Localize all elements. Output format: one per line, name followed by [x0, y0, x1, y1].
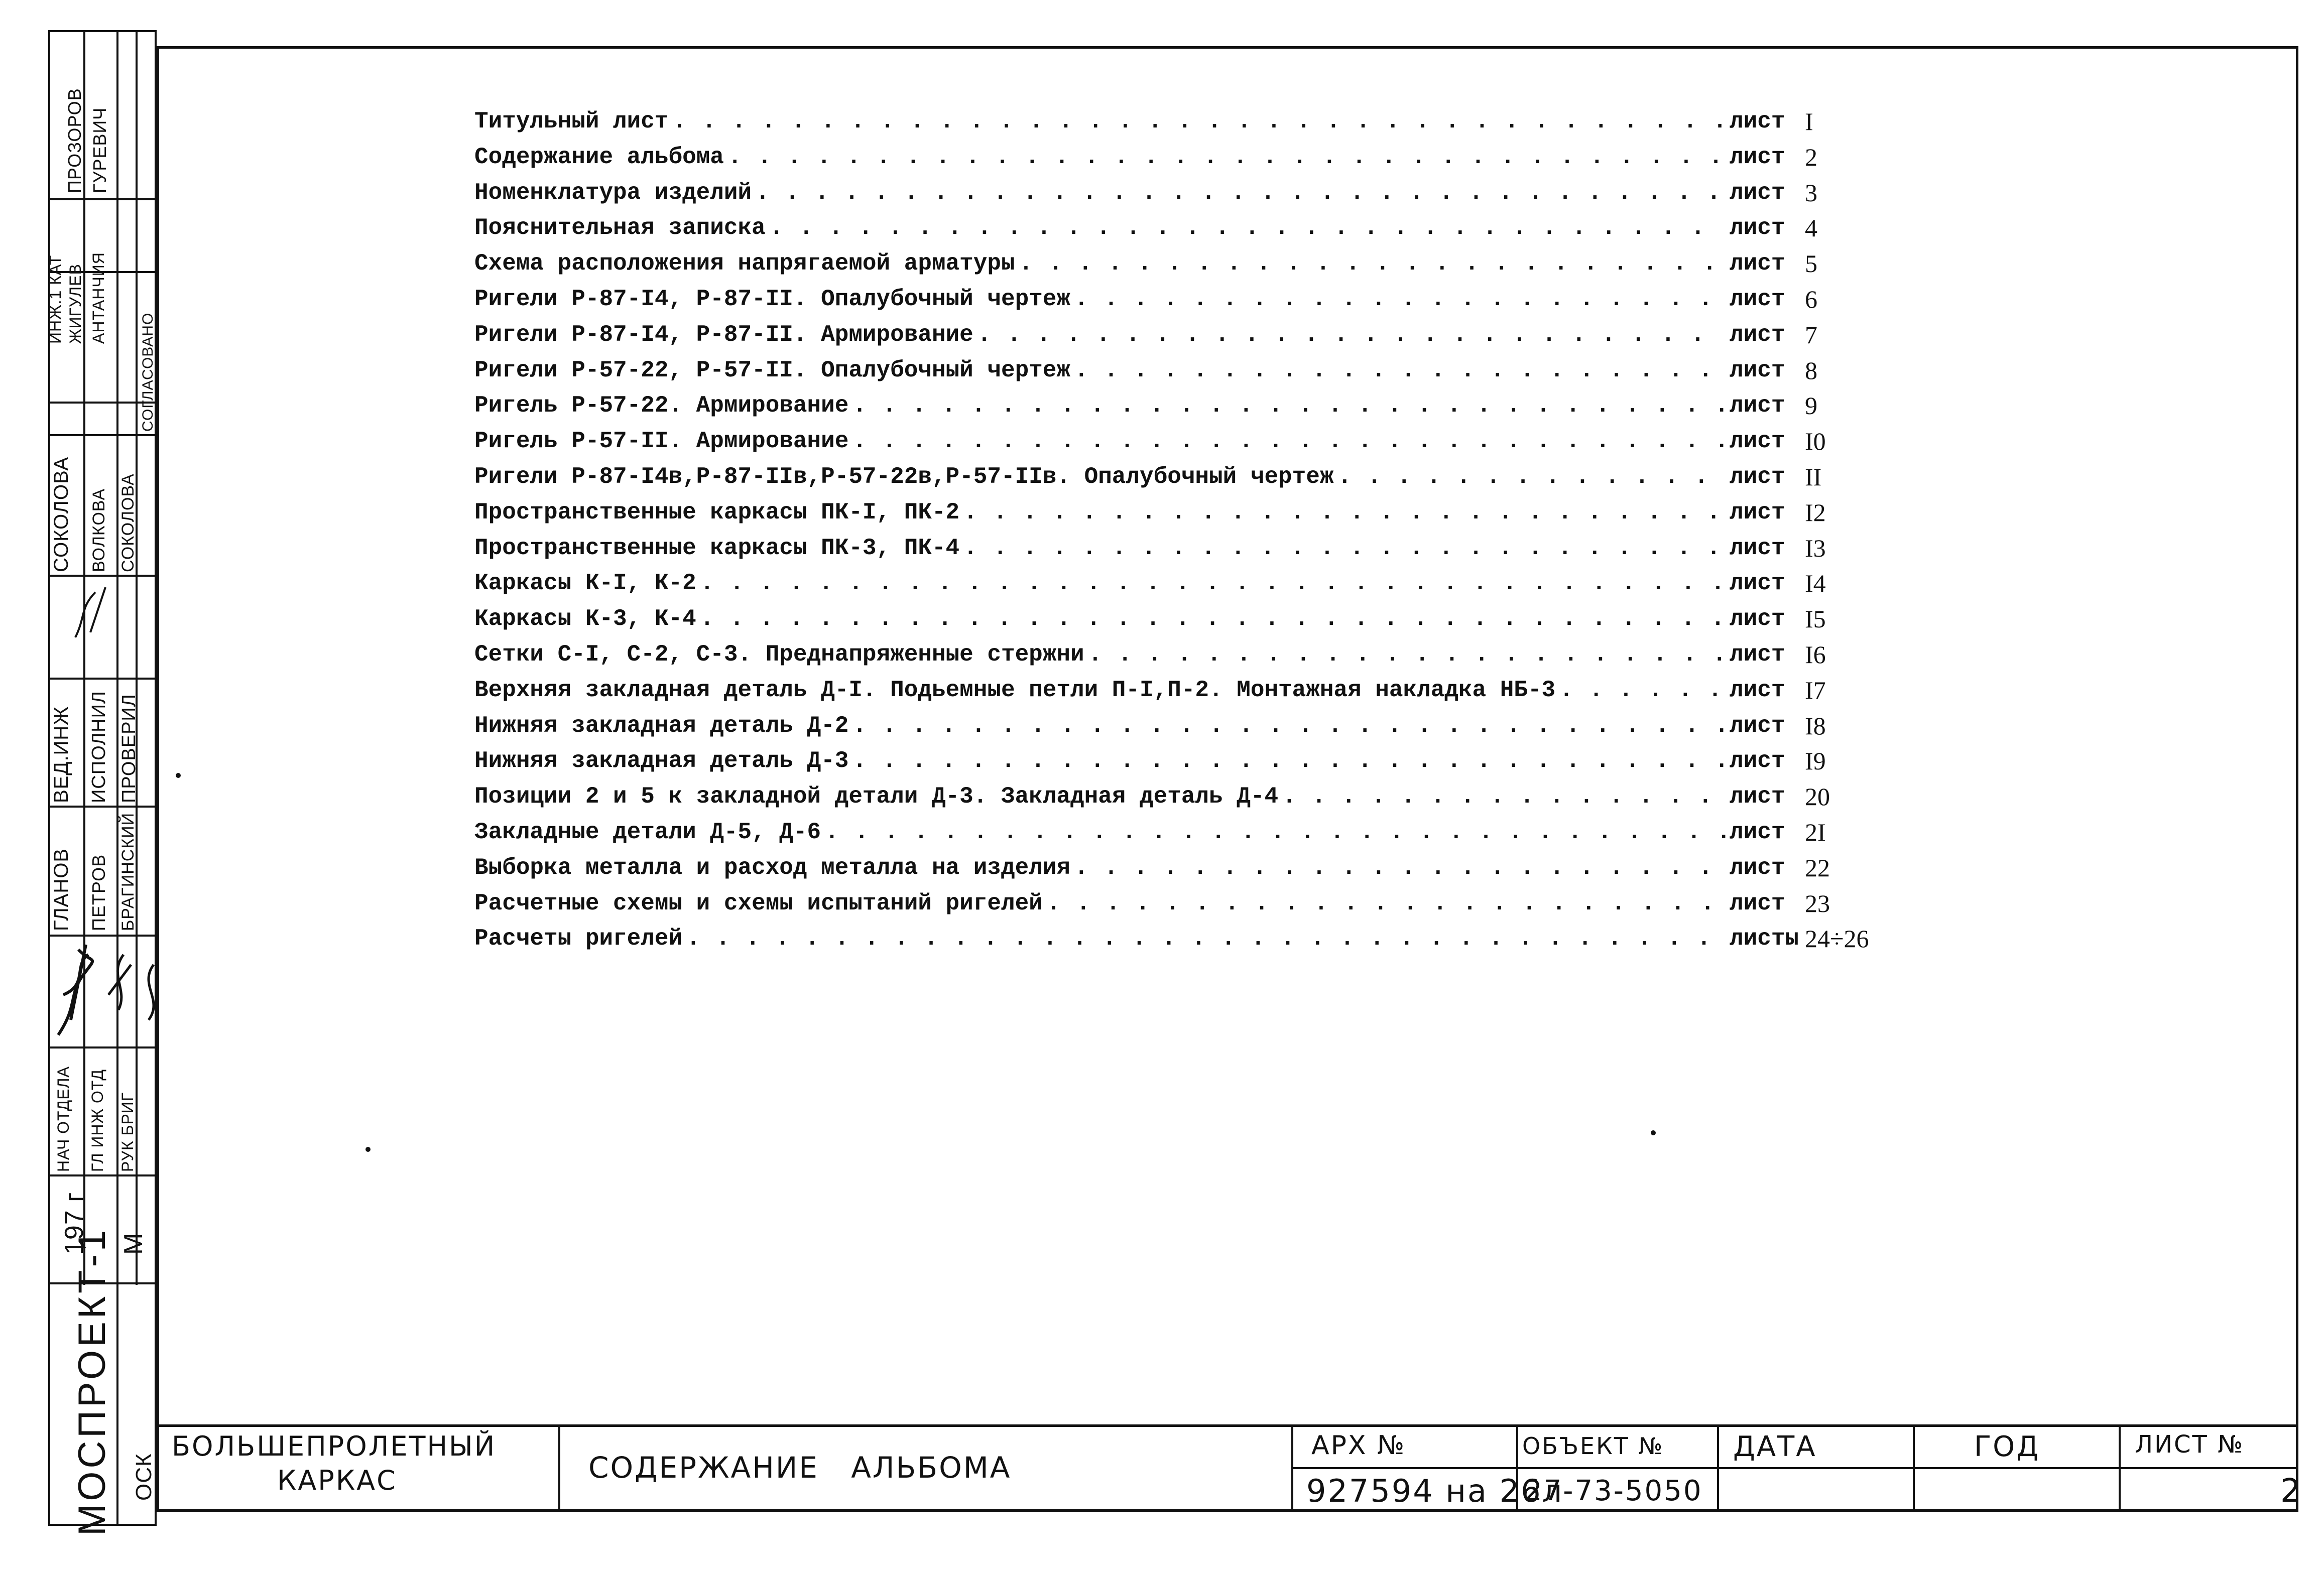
toc-row — [474, 531, 1880, 565]
toc-sheet-number: 23 — [1805, 889, 1830, 917]
toc-sheet-number: I7 — [1805, 676, 1826, 704]
margin-label: ГУРЕВИЧ — [89, 107, 110, 193]
role-label: ВЕД.ИНЖ — [50, 706, 72, 803]
toc-sheet-number: 4 — [1805, 214, 1817, 242]
toc-entry-title: Сетки С-I, С-2, С-3. Преднапряженные стержни — [474, 641, 1084, 668]
toc-entry-title: Схема расположения напрягаемой арматуры — [474, 250, 1015, 277]
toc-leader-dots — [1074, 286, 1726, 312]
toc-leader-dots — [963, 535, 1726, 561]
toc-row — [474, 566, 1880, 600]
toc-row — [474, 318, 1880, 352]
toc-leader-dots — [852, 748, 1726, 774]
toc-sheet-word: лист — [1730, 535, 1785, 561]
toc-sheet-number: 6 — [1805, 285, 1817, 313]
title-block-rule — [2119, 1424, 2121, 1512]
toc-leader-dots — [700, 606, 1726, 632]
department-code: ОСК — [132, 1453, 156, 1501]
toc-row — [474, 602, 1880, 636]
toc-leader-dots — [1337, 464, 1726, 490]
toc-entry-title: Закладные детали Д-5, Д-6 — [474, 819, 821, 845]
toc-sheet-word: лист — [1730, 854, 1785, 881]
signature-marks — [70, 577, 120, 658]
toc-sheet-word: лист — [1730, 428, 1785, 455]
toc-sheet-number: I2 — [1805, 498, 1826, 527]
toc-leader-dots — [1047, 890, 1726, 916]
toc-sheet-word: лист — [1730, 357, 1785, 383]
toc-entry-title: Верхняя закладная деталь Д-I. Подьемные петли П-I,П-2. Монтажная накладка НБ-3 — [474, 677, 1556, 703]
title-block-rule — [157, 1424, 2298, 1427]
title-block — [157, 1424, 2302, 1512]
toc-sheet-word: лист — [1730, 392, 1785, 419]
toc-leader-dots — [770, 215, 1726, 241]
toc-entry-title: Пространственные каркасы ПК-I, ПК-2 — [474, 499, 960, 526]
object-number-value: 27-73-5050 — [1524, 1475, 1703, 1507]
toc-sheet-word: лист — [1730, 748, 1785, 774]
toc-row — [474, 495, 1880, 530]
toc-sheet-word: лист — [1730, 179, 1785, 206]
margin-rule — [48, 198, 157, 200]
toc-leader-dots — [756, 180, 1726, 206]
toc-row — [474, 104, 1880, 139]
toc-sheet-number: I8 — [1805, 711, 1826, 740]
arch-number-header: АРХ № — [1311, 1430, 1406, 1461]
toc-sheet-number: I9 — [1805, 747, 1826, 775]
toc-entry-title: Содержание альбома — [474, 144, 724, 170]
toc-sheet-number: 22 — [1805, 853, 1830, 882]
toc-row — [474, 815, 1880, 849]
toc-row — [474, 744, 1880, 778]
performer-name: ВОЛКОВА — [89, 488, 108, 572]
toc-entry-title: Ригели Р-87-I4, Р-87-II. Опалубочный чертеж — [474, 286, 1070, 312]
toc-sheet-number: I3 — [1805, 534, 1826, 562]
date-header: ДАТА — [1733, 1430, 1817, 1463]
toc-row — [474, 460, 1880, 494]
manager-name: ПЕТРОВ — [88, 854, 109, 931]
toc-sheet-number: 2 — [1805, 143, 1817, 171]
project-name-line1: БОЛЬШЕПРОЛЕТНЫЙ — [172, 1430, 497, 1462]
role-label: ИСПОЛНИЛ — [88, 691, 109, 803]
toc-leader-dots — [1074, 357, 1726, 383]
print-speck — [176, 773, 181, 778]
toc-leader-dots — [852, 428, 1726, 454]
toc-sheet-number: I0 — [1805, 427, 1826, 456]
toc-entry-title: Каркасы К-3, К-4 — [474, 606, 696, 632]
toc-sheet-number: I4 — [1805, 569, 1826, 598]
toc-sheet-word: лист — [1730, 321, 1785, 348]
toc-row — [474, 779, 1880, 814]
toc-sheet-number: 24÷26 — [1805, 925, 1869, 953]
toc-sheet-number: 9 — [1805, 391, 1817, 420]
document-title: СОДЕРЖАНИЕ АЛЬБОМА — [588, 1451, 1012, 1485]
toc-sheet-word: лист — [1730, 108, 1785, 135]
toc-entry-title: Каркасы К-I, К-2 — [474, 570, 696, 597]
arch-number-value: 927594 на 26л — [1306, 1473, 1564, 1509]
approved-stamp: СОГЛАСОВАНО — [140, 312, 156, 432]
toc-sheet-word: лист — [1730, 144, 1785, 170]
toc-sheet-word: лист — [1730, 819, 1785, 845]
toc-sheet-number: I5 — [1805, 605, 1826, 633]
margin-label: ЖИГУЛЕВ — [66, 264, 84, 344]
performer-name: СОКОЛОВА — [50, 456, 72, 572]
toc-entry-title: Номенклатура изделий — [474, 179, 752, 206]
sheet-number-value: 2 — [2280, 1473, 2302, 1510]
toc-entry-title: Расчетные схемы и схемы испытаний ригелей — [474, 890, 1043, 916]
manager-name: ГЛАНОВ — [50, 848, 72, 931]
title-block-rule — [1291, 1424, 1293, 1512]
toc-entry-title: Ригель Р-57-22. Армирование — [474, 392, 849, 419]
toc-entry-title: Ригели Р-87-I4, Р-87-II. Армирование — [474, 321, 973, 348]
toc-row — [474, 851, 1880, 885]
toc-sheet-number: I6 — [1805, 640, 1826, 669]
toc-leader-dots — [1074, 855, 1726, 881]
toc-sheet-number: 2I — [1805, 818, 1826, 846]
role-label: РУК БРИГ — [118, 1092, 137, 1172]
project-name-line2: КАРКАС — [277, 1465, 397, 1496]
margin-rule — [48, 806, 157, 808]
role-label: ПРОВЕРИЛ — [118, 694, 140, 803]
toc-row — [474, 637, 1880, 672]
toc-entry-title: Пространственные каркасы ПК-3, ПК-4 — [474, 535, 960, 561]
margin-rule — [48, 575, 157, 577]
m-label: М — [119, 1232, 148, 1255]
toc-leader-dots — [852, 713, 1726, 739]
role-label: НАЧ ОТДЕЛА — [54, 1066, 72, 1172]
toc-leader-dots — [728, 144, 1726, 170]
manager-name: БРАГИНСКИЙ — [118, 812, 138, 931]
toc-entry-title: Ригели Р-87-I4в,Р-87-IIв,Р-57-22в,Р-57-IIв. Опалубочный чертеж — [474, 464, 1334, 490]
year-label: 197 г — [60, 1192, 89, 1255]
toc-entry-title: Ригели Р-57-22, Р-57-II. Опалубочный чертеж — [474, 357, 1070, 383]
toc-sheet-number: II — [1805, 463, 1822, 491]
toc-sheet-number: 5 — [1805, 249, 1817, 278]
toc-entry-title: Пояснительная записка — [474, 215, 766, 241]
toc-entry-title: Нижняя закладная деталь Д-2 — [474, 712, 849, 739]
toc-sheet-number: I — [1805, 107, 1813, 136]
title-block-rule — [1913, 1424, 1915, 1512]
toc-sheet-word: лист — [1730, 570, 1785, 597]
toc-leader-dots — [672, 108, 1726, 135]
toc-sheet-number: 7 — [1805, 320, 1817, 349]
title-block-rule — [1717, 1424, 1719, 1512]
year-header: ГОД — [1974, 1430, 2040, 1463]
toc-leader-dots — [825, 819, 1726, 845]
organization-name: МОСПРОЕКТ-1 — [71, 1227, 113, 1536]
performer-name: СОКОЛОВА — [118, 473, 138, 572]
toc-entry-title: Ригель Р-57-II. Армирование — [474, 428, 849, 455]
margin-rule — [48, 678, 157, 680]
toc-row — [474, 353, 1880, 387]
toc-sheet-word: лист — [1730, 890, 1785, 916]
toc-entry-title: Выборка металла и расход металла на изделия — [474, 854, 1070, 881]
toc-entry-title: Позиции 2 и 5 к закладной детали Д-3. Закладная деталь Д-4 — [474, 783, 1279, 810]
toc-row — [474, 282, 1880, 316]
margin-label: ИНЖ.1 КАТ — [46, 254, 64, 344]
title-block-rule — [1291, 1467, 2298, 1469]
toc-sheet-word: листы — [1730, 926, 1799, 952]
toc-leader-dots — [1088, 641, 1726, 668]
toc-row — [474, 922, 1880, 956]
toc-row — [474, 211, 1880, 245]
toc-entry-title: Нижняя закладная деталь Д-3 — [474, 748, 849, 774]
toc-leader-dots — [700, 570, 1726, 596]
toc-leader-dots — [1559, 677, 1726, 703]
toc-leader-dots — [1282, 783, 1726, 810]
toc-leader-dots — [686, 926, 1726, 952]
toc-sheet-word: лист — [1730, 464, 1785, 490]
toc-sheet-word: лист — [1730, 641, 1785, 668]
title-block-rule — [558, 1424, 560, 1512]
toc-row — [474, 886, 1880, 921]
margin-label: ПРОЗОРОВ — [64, 88, 85, 193]
toc-leader-dots — [852, 392, 1726, 419]
margin-rule — [48, 434, 157, 436]
toc-sheet-word: лист — [1730, 712, 1785, 739]
toc-row — [474, 388, 1880, 423]
signature-marks — [48, 935, 157, 1175]
toc-row — [474, 246, 1880, 281]
toc-row — [474, 176, 1880, 210]
toc-sheet-word: лист — [1730, 250, 1785, 277]
toc-sheet-word: лист — [1730, 286, 1785, 312]
toc-row — [474, 140, 1880, 174]
role-label: ГЛ ИНЖ ОТД — [88, 1069, 106, 1172]
toc-sheet-word: лист — [1730, 677, 1785, 703]
toc-sheet-number: 3 — [1805, 178, 1817, 207]
toc-sheet-word: лист — [1730, 606, 1785, 632]
toc-sheet-number: 8 — [1805, 356, 1817, 384]
toc-entry-title: Титульный лист — [474, 108, 669, 135]
toc-row — [474, 673, 1880, 707]
print-speck — [365, 1147, 371, 1152]
toc-row — [474, 709, 1880, 743]
toc-sheet-number: 20 — [1805, 782, 1830, 811]
toc-row — [474, 424, 1880, 458]
toc-sheet-word: лист — [1730, 499, 1785, 526]
object-number-header: ОБЪЕКТ № — [1522, 1432, 1664, 1460]
toc-sheet-word: лист — [1730, 783, 1785, 810]
toc-entry-title: Расчеты ригелей — [474, 926, 683, 952]
toc-leader-dots — [963, 499, 1726, 526]
toc-leader-dots — [1019, 250, 1726, 277]
toc-leader-dots — [977, 322, 1726, 348]
print-speck — [1651, 1130, 1656, 1135]
toc-sheet-word: лист — [1730, 215, 1785, 241]
margin-label: АНТАНЧИЯ — [89, 252, 107, 344]
sheet-number-header: ЛИСТ № — [2135, 1430, 2245, 1459]
